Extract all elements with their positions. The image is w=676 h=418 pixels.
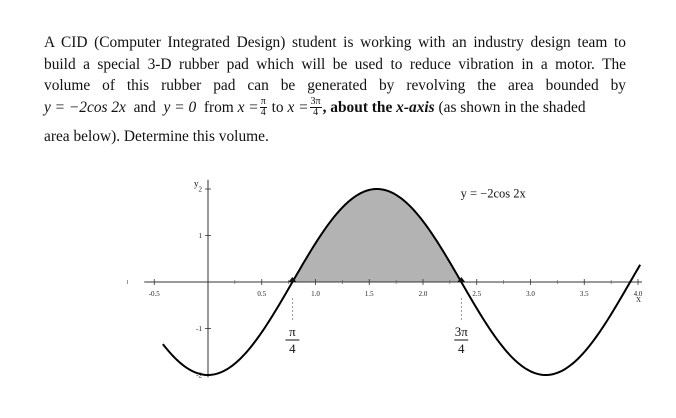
annotation-pi-over-4-numerator: π: [289, 324, 296, 339]
x-tick-label: 0.5: [257, 290, 267, 298]
y-tick-label: -2: [196, 371, 202, 380]
y-tick-label: -1: [196, 325, 202, 333]
x-equals-lower: x =: [237, 98, 259, 116]
x-tick-label: 4.0: [633, 290, 643, 298]
y-axis-label: y: [194, 178, 199, 189]
equation-curve: y = −2cos 2x: [44, 98, 126, 116]
x-tick-label: 3.5: [579, 290, 589, 298]
word-to: to: [271, 98, 284, 116]
plot-area: [127, 179, 643, 380]
problem-line-5: area below). Determine this volume.: [44, 128, 269, 146]
annotation-3pi-over-4-numerator: 3π: [454, 324, 468, 339]
upper-bound-numerator: 3π: [310, 96, 321, 108]
x-tick-label: 2.0: [418, 290, 428, 298]
x-tick-label: 1.0: [311, 290, 320, 298]
function-label: y = −2cos 2x: [460, 186, 526, 201]
equation-axis: y = 0: [163, 98, 197, 116]
y-tick-label: 2: [198, 185, 202, 194]
x-axis-label: X: [636, 296, 642, 304]
word-and: and: [133, 98, 156, 116]
x-tick-label: 1.5: [364, 290, 374, 298]
about-phrase: , about the: [322, 98, 393, 116]
problem-line-1: A CID (Computer Integrated Design) student is working with an industry design team to: [44, 34, 626, 51]
word-from: from: [203, 98, 234, 116]
x-tick-label: -0.5: [148, 290, 160, 298]
shaded-region: [292, 189, 461, 282]
x-tick-label: 2.5: [472, 290, 482, 298]
shaded-phrase: (as shown in the shaded: [438, 98, 586, 116]
upper-bound-denominator: 4: [313, 107, 319, 119]
x-tick-label: 3.0: [526, 290, 535, 298]
lower-bound-denominator: 4: [260, 107, 266, 119]
problem-line-3: volume of this rubber pad can be generated by revolving the area bounded by: [44, 77, 626, 94]
x-axis-phrase: x-axis: [396, 98, 435, 116]
x-equals-upper: x =: [287, 98, 309, 116]
annotation-3pi-over-4-denominator: 4: [458, 341, 465, 356]
annotation-pi-over-4-denominator: 4: [289, 341, 296, 356]
y-tick-label: 1: [198, 232, 202, 240]
problem-line-2: build a special 3-D rubber pad which will be used to reduce vibration in a motor. The: [44, 55, 626, 73]
lower-bound-numerator: π: [260, 96, 266, 108]
